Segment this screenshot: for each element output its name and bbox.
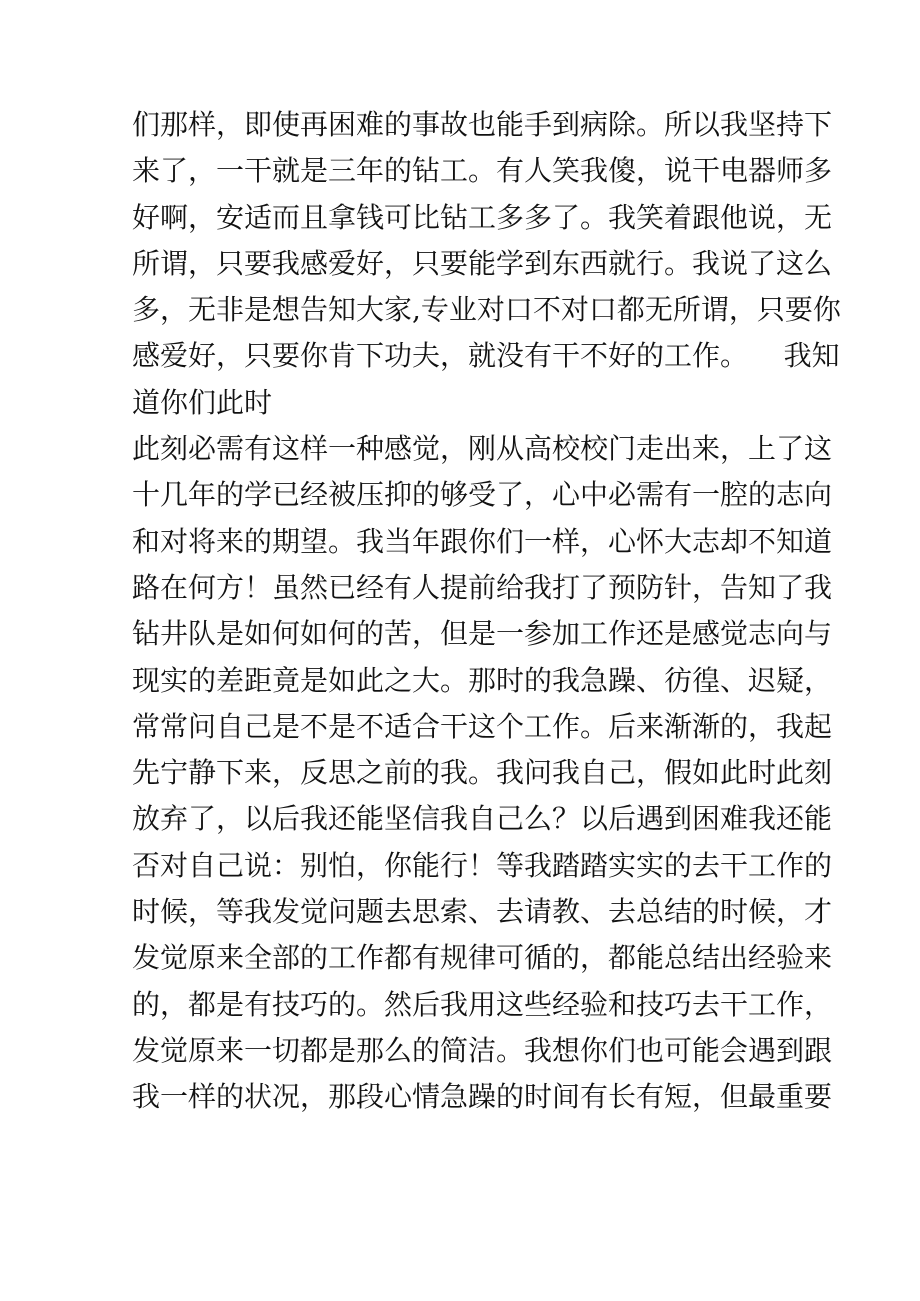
text-line: 道你们此时 (132, 385, 273, 419)
text-line: 放弃了，以后我还能坚信我自己么？以后遇到困难我还能 (132, 802, 833, 836)
text-line: 先宁静下来，反思之前的我。我问我自己，假如此时此刻 (132, 756, 833, 790)
text-line: 现实的差距竟是如此之大。那时的我急躁、彷徨、迟疑， (132, 663, 833, 697)
text-line: 感爱好，只要你肯下功夫，就没有干不好的工作。 我知 (132, 339, 840, 373)
text-line: 常常问自己是不是不适合干这个工作。后来渐渐的，我起 (132, 709, 833, 743)
text-line: 发觉原来全部的工作都有规律可循的，都能总结出经验来 (132, 941, 833, 975)
text-line: 好啊，安适而且拿钱可比钻工多多了。我笑着跟他说，无 (132, 200, 833, 234)
text-line: 多，无非是想告知大家,专业对口不对口都无所谓，只要你 (132, 293, 841, 327)
text-line: 路在何方！虽然已经有人提前给我打了预防针，告知了我 (132, 570, 833, 604)
text-line: 钻井队是如何如何的苦，但是一参加工作还是感觉志向与 (132, 617, 833, 651)
text-line: 来了，一干就是三年的钻工。有人笑我傻，说干电器师多 (132, 154, 833, 188)
text-line: 发觉原来一切都是那么的简洁。我想你们也可能会遇到跟 (132, 1033, 833, 1067)
text-line: 十几年的学已经被压抑的够受了，心中必需有一腔的志向 (132, 478, 833, 512)
text-line: 所谓，只要我感爱好，只要能学到东西就行。我说了这么 (132, 246, 833, 280)
text-line: 此刻必需有这样一种感觉，刚从高校校门走出来，上了这 (132, 432, 833, 466)
text-line: 和对将来的期望。我当年跟你们一样，心怀大志却不知道 (132, 524, 833, 558)
text-line: 的，都是有技巧的。然后我用这些经验和技巧去干工作， (132, 987, 833, 1021)
body-text (132, 102, 841, 1121)
text-line: 我一样的状况，那段心情急躁的时间有长有短，但最重要 (132, 1080, 833, 1114)
text-line: 时候，等我发觉问题去思索、去请教、去总结的时候，才 (132, 895, 833, 929)
text-line: 们那样，即使再困难的事故也能手到病除。所以我坚持下 (132, 108, 833, 141)
text-line: 否对自己说：别怕，你能行！等我踏踏实实的去干工作的 (132, 848, 833, 882)
